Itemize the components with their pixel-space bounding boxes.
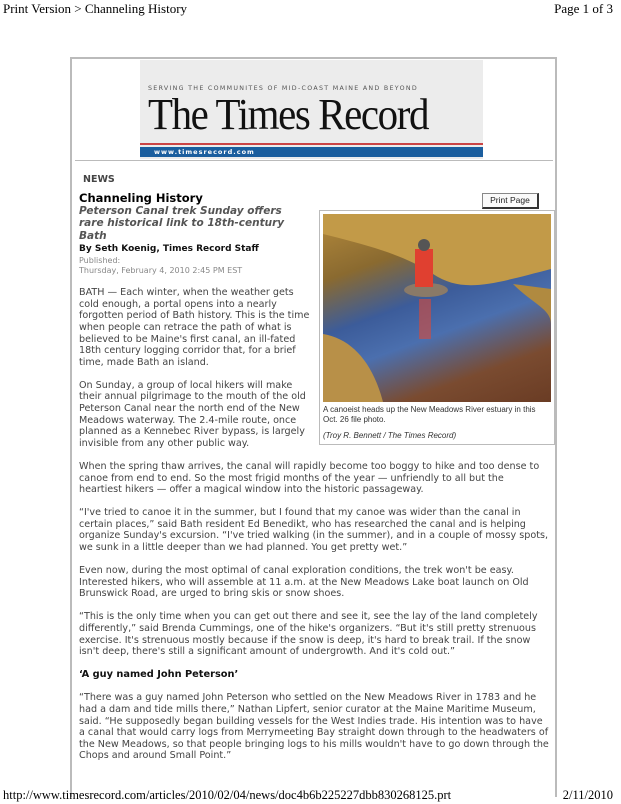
print-page-button[interactable]: Print Page [482, 193, 539, 209]
masthead-banner[interactable] [140, 60, 483, 159]
print-header-title: Print Version > Channeling History [3, 1, 188, 16]
photo-box [319, 210, 555, 446]
footer-url: http://www.timesrecord.com/articles/2010/02/04/news/doc4b6b225227dbb830268125.prt [3, 788, 452, 802]
canoeist-figure [323, 214, 551, 402]
paragraph: On Sunday, a group of local hikers will make their annual pilgrimage to the mouth of the old Peterson Canal near the north end of the New Meadows waterway. The 2.4-mile route, once planned as a Kennebec River bypass, is largely invisible from any other public way. [79, 379, 306, 449]
paragraph: BATH — Each winter, when the weather gets cold enough, a portal opens into a nearly forgotten period of Bath history. This is the time when people can retrace the path of what is believed to be Maine's first canal, an ill-fated 18th century logging corridor that, for a brief time, made Bath an island. [79, 287, 310, 368]
masthead-tagline: SERVING THE COMMUNITES OF MID-COAST MAINE AND BEYOND [148, 85, 419, 92]
article-title: Channeling History [79, 190, 203, 205]
subhead: ‘A guy named John Peterson’ [79, 669, 239, 681]
photo-credit: (Troy R. Bennett / The Times Record) [323, 430, 457, 440]
article [79, 174, 549, 762]
published-label: Published: [79, 255, 121, 265]
footer-date: 2/11/2010 [562, 788, 613, 802]
section-label: NEWS [83, 174, 115, 185]
paragraph: “This is the only time when you can get out there and see it, see the lay of the land completely differently,” said Brenda Cummings, one of the hike's organizers. “But it's still pretty strenuous exercise. It's strenuous mostly because if the snow is deep, it's hard to break trail. If the snow isn't deep, there's still a significant amount of undergrowth. And it's cold out.” [79, 611, 538, 658]
published-date: Thursday, February 4, 2010 2:45 PM EST [79, 265, 243, 275]
page-number: Page 1 of 3 [554, 1, 613, 16]
paragraph: Even now, during the most optimal of canal exploration conditions, the trek won't be easy. Interested hikers, who will assemble at 11 a.m. at the New Meadows Lake boat launch on Old Brunswick Road, are urged to bring skis or snow shoes. [79, 565, 529, 600]
masthead-logo: The Times Record [148, 90, 429, 139]
paragraph: “There was a guy named John Peterson who settled on the New Meadows River in 1783 and he had a dam and tide mills there,” Nathan Lipfert, senior curator at the Maine Maritime Museum, said. “He supposedly began building vessels for the West Indies trade. His intention was to have a canal that would carry logs from Merrymeeting Bay straight down through to the headwaters of the New Meadows, so that people bringing logs to his mills wouldn't have to go down through the Chops and around Small Point.” [79, 692, 549, 762]
photo-caption: A canoeist heads up the New Meadows River estuary in this Oct. 26 file photo. [323, 404, 536, 424]
article-subtitle: Peterson Canal trek Sunday offers rare historical link to 18th-century Bath [79, 204, 285, 242]
canoe-photo [323, 214, 551, 402]
paragraph: When the spring thaw arrives, the canal will rapidly become too boggy to hike and too dense to canoe from end to end. So the most frigid months of the year — unfriendly to all but the heartiest hikers — offer a magical window into the historic passageway. [79, 460, 540, 496]
paragraph: “I've tried to canoe it in the summer, but I found that my canoe was wider than the canal in certain places,” said Bath resident Ed Benedikt, who has researched the canal and is helping organize Sunday's excursion. “I've tried walking (in the summer), and in a couple of mossy spots, we sunk in a little deeper than we had planned. You get pretty wet.” [79, 507, 549, 553]
masthead-url: www.timesrecord.com [140, 147, 483, 157]
byline: By Seth Koenig, Times Record Staff [79, 244, 259, 255]
masthead-rule [140, 143, 483, 145]
divider [75, 160, 553, 161]
